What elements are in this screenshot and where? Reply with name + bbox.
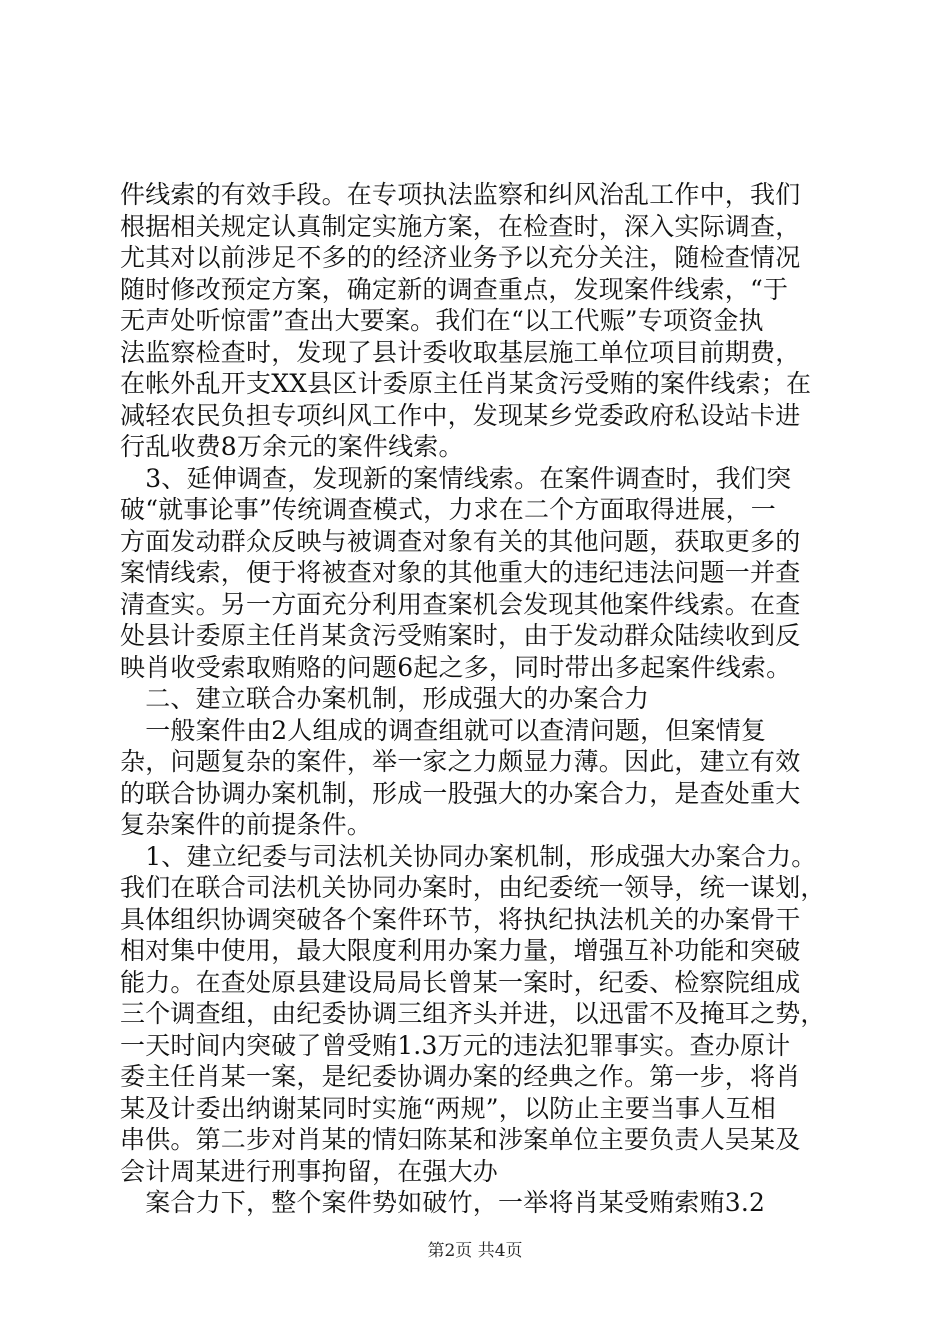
text-line: 我们在联合司法机关协同办案时，由纪委统一领导，统一谋划， (120, 873, 826, 902)
text-line: 三个调查组，由纪委协调三组齐头并进，以迅雷不及掩耳之势， (120, 999, 826, 1028)
text-line: 根据相关规定认真制定实施方案，在检查时，深入实际调查， (120, 211, 801, 241)
text-line: 的联合协调办案机制，形成一股强大的办案合力，是查处重大 (120, 778, 801, 808)
text-line: 某及计委出纳谢某同时实施“两规”，以防止主要当事人互相 (120, 1093, 776, 1123)
text-line: 法监察检查时，发现了县计委收取基层施工单位项目前期费， (120, 337, 801, 367)
text-line: 在帐外乱开支XX县区计委原主任肖某贪污受贿的案件线索；在 (120, 369, 812, 398)
text-line: 清查实。另一方面充分利用查案机会发现其他案件线索。在查 (120, 589, 801, 619)
text-line: 串供。第二步对肖某的情妇陈某和涉案单位主要负责人吴某及 (120, 1125, 801, 1154)
text-line: 减轻农民负担专项纠风工作中，发现某乡党委政府私设站卡进 (120, 400, 801, 430)
text-line: 1、建立纪委与司法机关协同办案机制，形成强大办案合力。 (120, 841, 817, 871)
text-line: 3、延伸调查，发现新的案情线索。在案件调查时，我们突 (120, 463, 792, 493)
text-line: 随时修改预定方案，确定新的调查重点，发现案件线索，“于 (120, 274, 789, 304)
text-line: 件线索的有效手段。在专项执法监察和纠风治乱工作中，我们 (120, 180, 801, 209)
text-line: 委主任肖某一案，是纪委协调办案的经典之作。第一步，将肖 (120, 1062, 801, 1091)
text-line: 具体组织协调突破各个案件环节，将执纪执法机关的办案骨干 (120, 904, 801, 934)
text-line: 无声处听惊雷”查出大要案。我们在“以工代赈”专项资金执 (120, 306, 764, 335)
text-line: 破“就事论事”传统调查模式，力求在二个方面取得进展，一 (120, 495, 776, 524)
text-line: 一般案件由2人组成的调查组就可以查清问题，但案情复 (120, 715, 767, 745)
text-line: 行乱收费8万余元的案件线索。 (120, 432, 464, 461)
section-heading: 二、建立联合办案机制，形成强大的办案合力 (120, 684, 650, 713)
page-number-footer: 第2页 共4页 (427, 1241, 523, 1261)
text-line: 尤其对以前涉足不多的的经济业务予以充分关注，随检查情况 (120, 243, 801, 272)
text-line: 能力。在查处原县建设局局长曾某一案时，纪委、检察院组成 (120, 967, 801, 997)
text-line: 会计周某进行刑事拘留，在强大办 (120, 1156, 499, 1186)
text-line: 案合力下，整个案件势如破竹，一举将肖某受贿索贿3.2 (120, 1188, 766, 1217)
text-line: 映肖收受索取贿赂的问题6起之多，同时带出多起案件线索。 (120, 652, 792, 682)
text-line: 一天时间内突破了曾受贿1.3万元的违法犯罪事实。查办原计 (120, 1030, 791, 1060)
text-line: 案情线索，便于将被查对象的其他重大的违纪违法问题一并查 (120, 558, 801, 587)
text-line: 相对集中使用，最大限度利用办案力量，增强互补功能和突破 (120, 936, 801, 965)
text-line: 杂，问题复杂的案件，举一家之力颇显力薄。因此，建立有效 (120, 747, 801, 776)
text-line: 处县计委原主任肖某贪污受贿案时，由于发动群众陆续收到反 (120, 621, 801, 650)
text-line: 复杂案件的前提条件。 (120, 810, 373, 839)
text-line: 方面发动群众反映与被调查对象有关的其他问题，获取更多的 (120, 526, 801, 556)
